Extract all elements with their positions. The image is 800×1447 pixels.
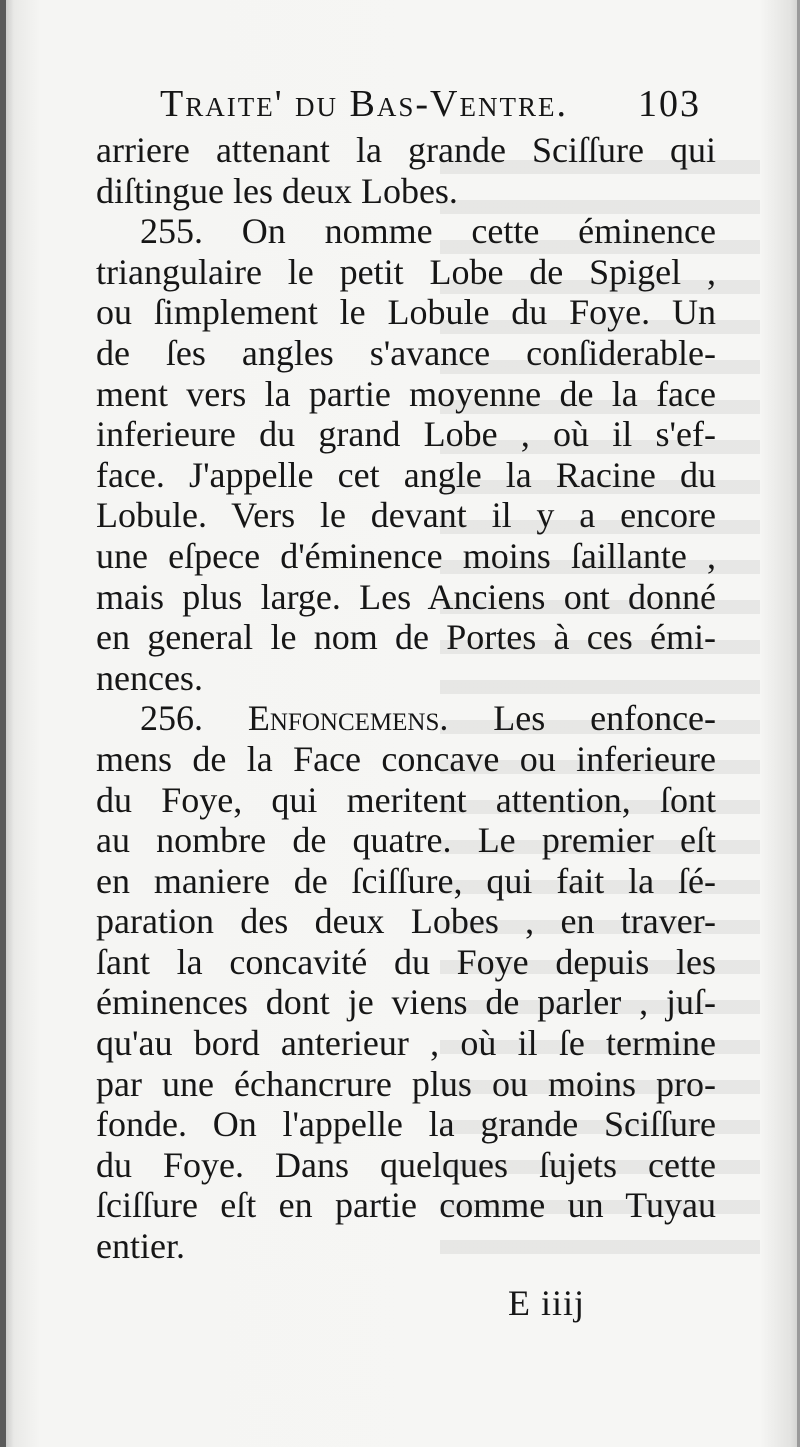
signature-mark: E iiij bbox=[508, 1283, 585, 1323]
paragraph-255-first-line: 255. On nomme cette éminence bbox=[140, 211, 717, 252]
text-line: en general le nom de Portes à ces émi- bbox=[96, 617, 716, 658]
page-number: 103 bbox=[638, 83, 701, 125]
text-line: en maniere de ſciſſure, qui fait la ſé- bbox=[96, 860, 716, 901]
text-line: ſant la concavité du Foye depuis les bbox=[96, 941, 716, 982]
text-line: mens de la Face concave ou inferieure bbox=[96, 738, 716, 779]
paragraph-number: 256. bbox=[140, 698, 203, 739]
running-head bbox=[160, 82, 790, 126]
body-text bbox=[96, 130, 716, 1267]
text-line: du Foye, qui meritent attention, ſont bbox=[96, 779, 716, 820]
text-line: ſciſſure eſt en partie comme un Tuyau bbox=[96, 1185, 716, 1226]
text-line: qu'au bord anterieur , où il ſe termine bbox=[96, 1023, 716, 1064]
text-line: au nombre de quatre. Le premier eſt bbox=[96, 820, 716, 861]
text-line: triangulaire le petit Lobe de Spigel , bbox=[96, 251, 716, 292]
page-gutter-edge bbox=[0, 0, 6, 1447]
text-line: Lobule. Vers le devant il y a encore bbox=[96, 495, 716, 536]
text-line: par une échancrure plus ou moins pro- bbox=[96, 1063, 716, 1104]
text-line: de ſes angles s'avance conſiderable- bbox=[96, 332, 716, 373]
text-line: fonde. On l'appelle la grande Sciſſure bbox=[96, 1104, 716, 1145]
paragraph-number: 255. bbox=[140, 211, 203, 252]
text-line: éminences dont je viens de parler , juſ- bbox=[96, 982, 716, 1023]
text-line: une eſpece d'éminence moins ſaillante , bbox=[96, 535, 716, 576]
paragraph-256-first-line: 256. Enfoncemens. Les enfonce- bbox=[140, 698, 717, 739]
text-line: diſtingue les deux Lobes. bbox=[96, 170, 458, 211]
text-line: arriere attenant la grande Sciſſure qui bbox=[96, 130, 716, 170]
text-line: ou ſimplement le Lobule du Foye. Un bbox=[96, 292, 716, 333]
running-head-title: Traite' du Bas-Ventre. bbox=[160, 83, 568, 125]
text-line: ment vers la partie moyenne de la face bbox=[96, 373, 716, 414]
text-line: paration des deux Lobes , en traver- bbox=[96, 901, 716, 942]
text-line: nences. bbox=[96, 657, 203, 698]
text-line: inferieure du grand Lobe , où il s'ef- bbox=[96, 414, 716, 455]
text-line: du Foye. Dans quelques ſujets cette bbox=[96, 1144, 716, 1185]
section-heading: Enfoncemens. bbox=[247, 698, 449, 739]
text-line: entier. bbox=[96, 1226, 185, 1267]
text-line: mais plus large. Les Anciens ont donné bbox=[96, 576, 716, 617]
text-line: face. J'appelle cet angle la Racine du bbox=[96, 454, 716, 495]
